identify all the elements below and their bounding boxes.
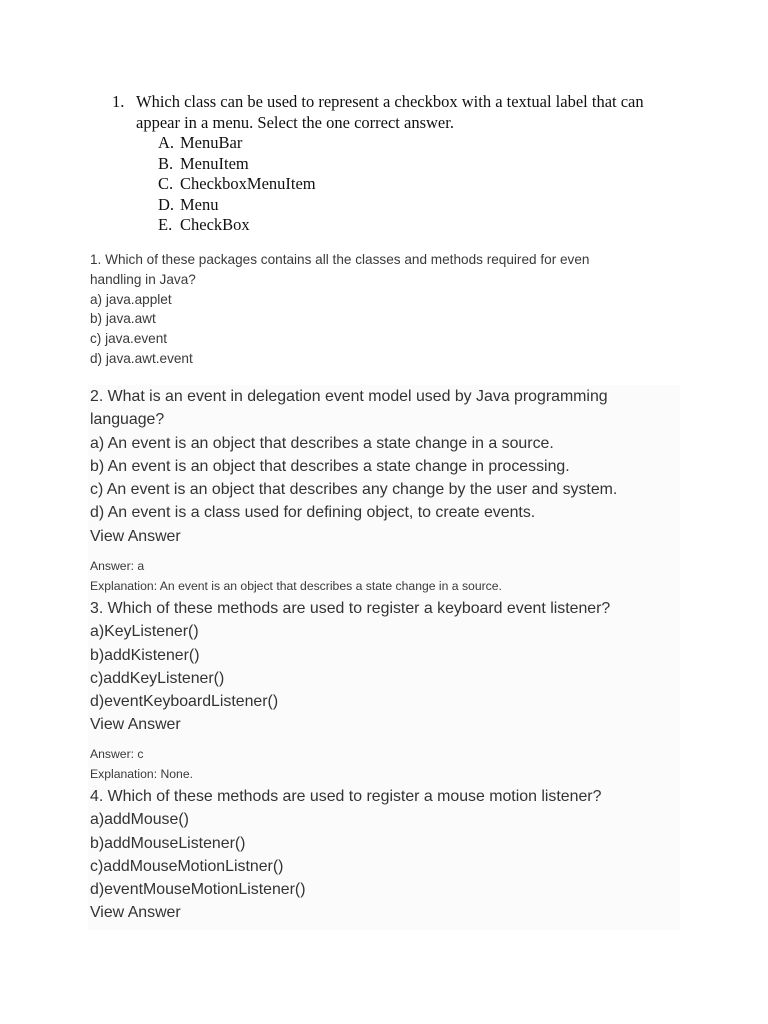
option-letter: B. bbox=[158, 153, 174, 173]
view-answer-link[interactable]: View Answer bbox=[90, 527, 181, 545]
option-line: a)addMouse() bbox=[90, 811, 189, 829]
option-line: a)KeyListener() bbox=[90, 623, 199, 641]
option-line: b) java.awt bbox=[90, 311, 156, 327]
option-line: d)eventMouseMotionListener() bbox=[90, 881, 306, 899]
option-item bbox=[158, 195, 692, 216]
option-line: c)addKeyListener() bbox=[90, 669, 225, 687]
question-line: 1. Which of these packages contains all the classes and methods required for even bbox=[90, 252, 590, 267]
answer-text: Answer: c bbox=[90, 747, 144, 761]
option-letter: A. bbox=[158, 133, 175, 152]
option-line: c) An event is an object that describes any change by the user and system. bbox=[90, 481, 618, 499]
explanation-text: Explanation: An event is an object that describes a state change in a source. bbox=[90, 578, 502, 593]
option-line: d) An event is a class used for defining object, to create events. bbox=[90, 504, 536, 522]
option-line: c) java.event bbox=[90, 331, 168, 347]
option-item bbox=[158, 133, 692, 154]
option-line: b)addKistener() bbox=[90, 646, 200, 664]
question-4 bbox=[88, 785, 680, 925]
option-letter: C. bbox=[158, 174, 174, 193]
answer-box bbox=[88, 557, 682, 596]
option-line: d)eventKeyboardListener() bbox=[90, 693, 279, 711]
option-line: b) An event is an object that describes a state change in processing. bbox=[90, 457, 570, 475]
option-line: c)addMouseMotionListner() bbox=[90, 857, 284, 875]
option-line: a) An event is an object that describes a state change in a source. bbox=[90, 434, 554, 452]
explanation-text: Explanation: None. bbox=[90, 766, 193, 781]
option-text: CheckboxMenuItem bbox=[180, 174, 316, 193]
option-text: MenuItem bbox=[180, 153, 249, 173]
option-line: b)addMouseListener() bbox=[90, 834, 246, 852]
option-text: MenuBar bbox=[180, 133, 243, 152]
question-stem bbox=[136, 92, 692, 133]
question-line: handling in Java? bbox=[90, 271, 196, 287]
question-line: language? bbox=[90, 411, 165, 429]
option-text: CheckBox bbox=[180, 215, 250, 234]
mcq-block bbox=[88, 385, 680, 930]
option-item bbox=[158, 215, 692, 236]
question-3 bbox=[88, 597, 680, 737]
question-2 bbox=[88, 385, 680, 548]
question-line: 3. Which of these methods are used to register a keyboard event listener? bbox=[90, 600, 611, 617]
view-answer-link[interactable]: View Answer bbox=[90, 904, 181, 922]
question-stem-line: appear in a menu. Select the one correct answer. bbox=[136, 112, 454, 132]
question-stem-line: Which class can be used to represent a checkbox with a textual label that can bbox=[136, 92, 644, 111]
view-answer-link[interactable]: View Answer bbox=[90, 716, 181, 734]
option-letter: E. bbox=[158, 215, 173, 234]
serif-question bbox=[112, 92, 692, 236]
option-line: d) java.awt.event bbox=[90, 350, 193, 366]
answer-box bbox=[88, 745, 682, 784]
option-text: Menu bbox=[180, 194, 219, 214]
option-item bbox=[158, 174, 692, 195]
question-number: 1. bbox=[112, 92, 125, 111]
option-list bbox=[158, 133, 692, 236]
option-line: a) java.applet bbox=[90, 291, 172, 307]
question-line: 4. Which of these methods are used to register a mouse motion listener? bbox=[90, 788, 602, 805]
option-letter: D. bbox=[158, 194, 175, 214]
small-question bbox=[90, 250, 650, 369]
answer-text: Answer: a bbox=[90, 559, 145, 573]
question-line: 2. What is an event in delegation event model used by Java programming bbox=[90, 388, 608, 405]
option-item bbox=[158, 154, 692, 175]
